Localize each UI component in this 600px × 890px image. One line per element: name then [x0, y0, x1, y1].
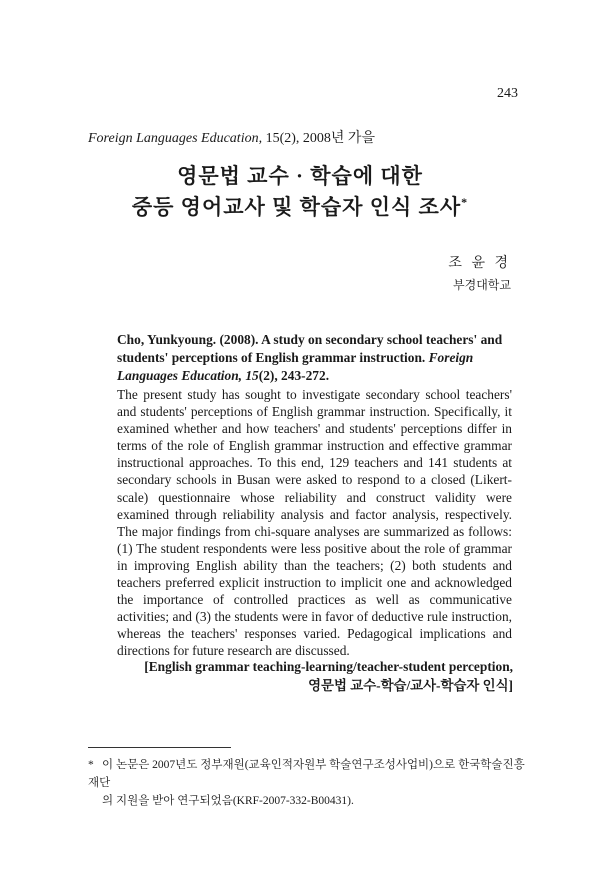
citation-issue-pages: (2), 243-272.	[258, 368, 330, 383]
keywords-line-2: 영문법 교수-학습/교사-학습자 인식]	[308, 678, 513, 693]
title-line-2-text: 중등 영어교사 및 학습자 인식 조사	[131, 195, 462, 219]
journal-header	[88, 127, 375, 147]
author-affiliation: 부경대학교	[453, 278, 511, 292]
keywords	[117, 657, 513, 695]
abstract: The present study has sought to investigate secondary school teachers' and students' perceptions of English grammar instruction. Specifically, it examined whether and how teachers' and students' perceptions differ in terms of the role of English grammar instruction and effective grammar instructional approaches. To this end, 129 teachers and 141 students at secondary schools in Busan were asked to respond to a closed (Likert-scale) questionnaire whose reliability and construct validity were examined through reliability analysis and factor analysis, respectively. The major findings from chi-square analyses are summarized as follows: (1) The student respondents were less positive about the role of grammar in improving English ability than the teachers; (2) both students and teachers preferred explicit instruction to implicit one and acknowledged the importance of controlled practices as well as communicative activities; and (3) the students were in favor of deductive rule instruction, whereas the teachers' responses varied. Pedagogical implications and directions for future research are discussed.	[117, 387, 512, 659]
footnote	[88, 756, 528, 810]
keywords-line-1: [English grammar teaching-learning/teacher-student perception,	[144, 659, 513, 674]
citation-journal: Foreign Languages Education, 15	[117, 350, 474, 383]
footnote-line-1	[88, 756, 528, 792]
footnote-text-1: 이 논문은 2007년도 정부재원(교육인적자원부 학술연구조성사업비)으로 한국학술진흥재단	[88, 759, 525, 789]
journal-name: Foreign Languages Education,	[88, 131, 263, 146]
title-footnote-mark: *	[461, 195, 469, 209]
footnote-divider	[88, 747, 231, 748]
citation-main: Cho, Yunkyoung. (2008). A study on secondary school teachers' and students' perceptions of English grammar instruction.	[117, 332, 503, 365]
footnote-mark: *	[88, 759, 94, 771]
page-number: 243	[497, 86, 518, 101]
title-line-1: 영문법 교수 · 학습에 대한	[177, 164, 423, 188]
citation	[117, 331, 512, 385]
author-name: 조 윤 경	[448, 256, 511, 271]
title-line-2	[0, 191, 600, 221]
footnote-line-2: 의 지원을 받아 연구되었음(KRF-2007-332-B00431).	[102, 795, 354, 807]
journal-issue: 15(2), 2008년 가을	[262, 131, 375, 146]
